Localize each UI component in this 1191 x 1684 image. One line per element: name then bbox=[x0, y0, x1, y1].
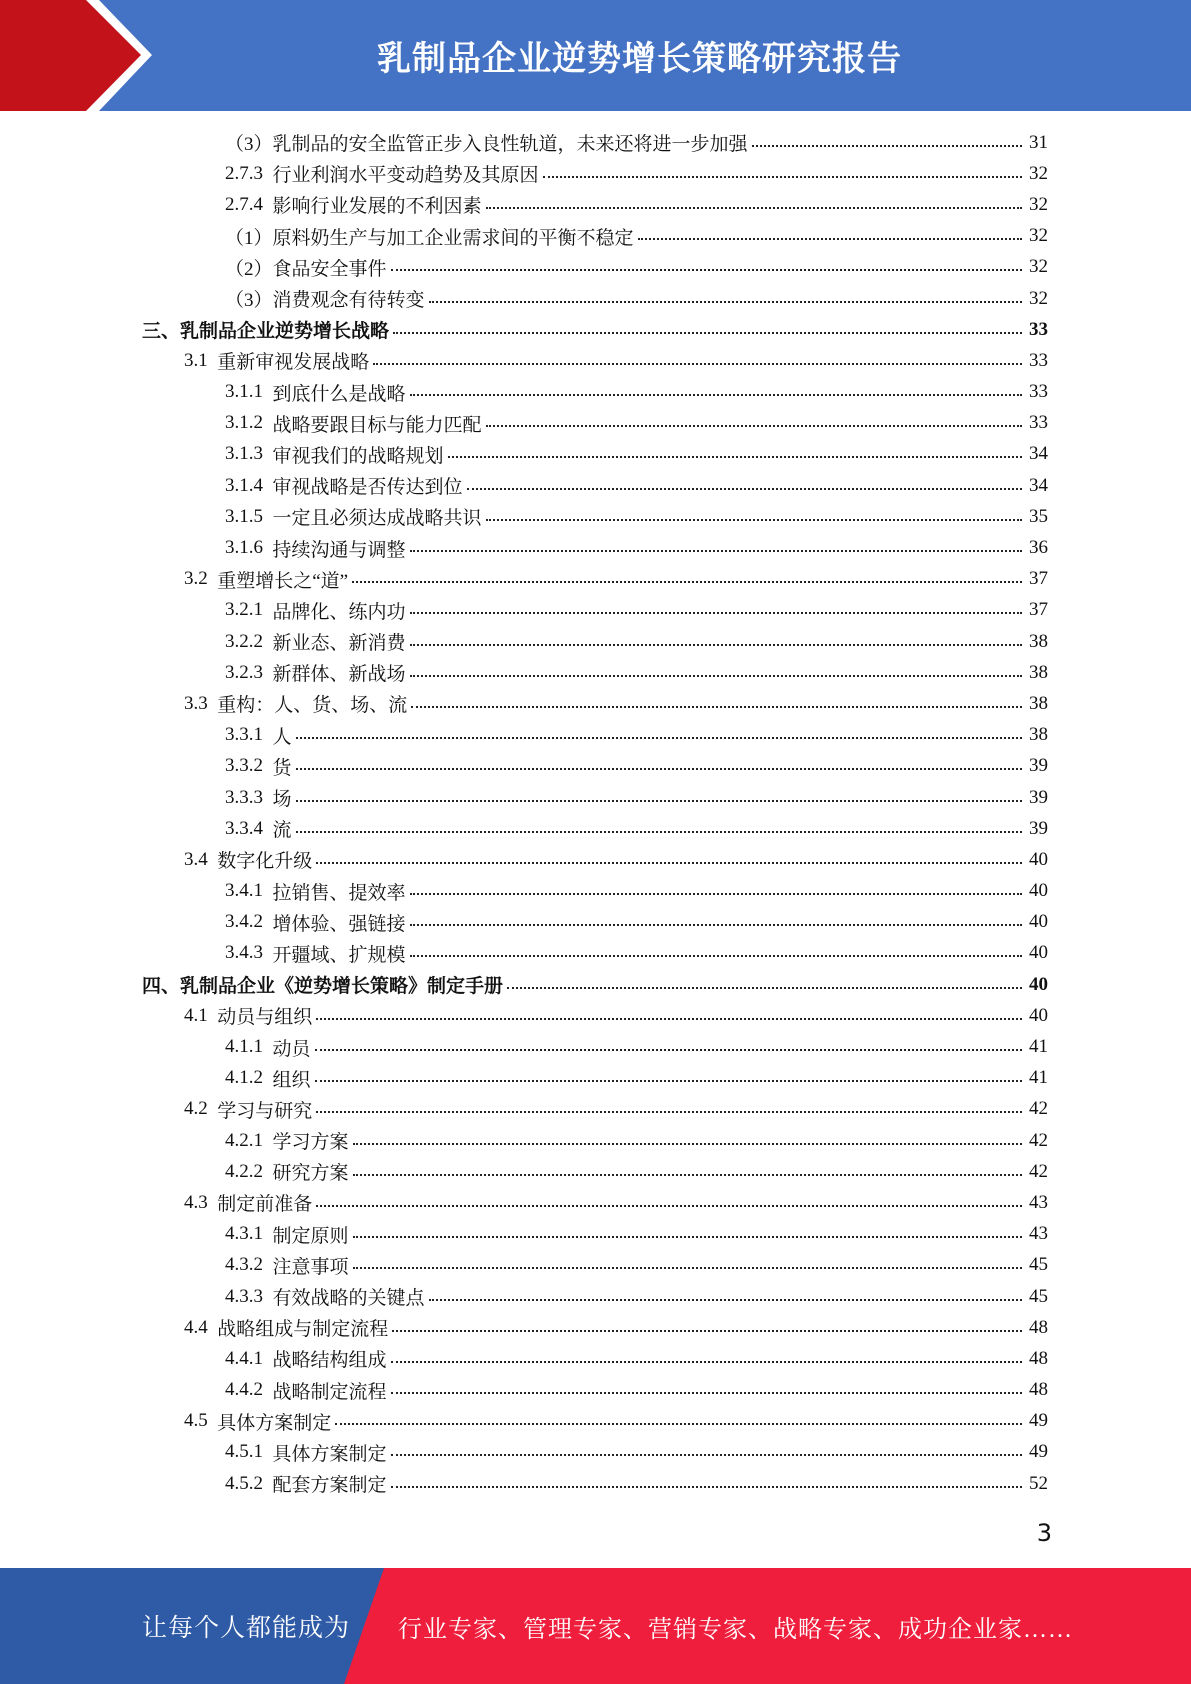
toc-dot-leader bbox=[410, 955, 1022, 957]
toc-entry-spacer bbox=[208, 1317, 218, 1339]
toc-entry[interactable] bbox=[0, 1000, 1048, 1031]
toc-entry[interactable] bbox=[0, 907, 1048, 938]
toc-entry-page: 33 bbox=[1029, 412, 1048, 434]
toc-entry-number: 3.1.3 bbox=[225, 443, 263, 465]
toc-entry-page: 40 bbox=[1029, 1004, 1048, 1026]
toc-dot-leader bbox=[335, 1423, 1022, 1425]
toc-dot-leader bbox=[315, 1049, 1022, 1051]
toc-entry-number: 4.2 bbox=[184, 1098, 208, 1120]
toc-entry[interactable] bbox=[0, 1281, 1048, 1312]
toc-entry-page: 33 bbox=[1029, 381, 1048, 403]
toc-dot-leader bbox=[391, 1392, 1022, 1394]
toc-dot-leader bbox=[410, 924, 1022, 926]
toc-dot-leader bbox=[352, 581, 1022, 583]
toc-entry[interactable] bbox=[0, 688, 1048, 719]
toc-dot-leader bbox=[543, 176, 1022, 178]
toc-entry-spacer bbox=[263, 724, 273, 746]
toc-entry-title: 场 bbox=[272, 789, 292, 811]
toc-entry-page: 33 bbox=[1029, 318, 1048, 340]
toc-entry-spacer bbox=[263, 1067, 273, 1089]
toc-dot-leader bbox=[410, 644, 1022, 646]
toc-dot-leader bbox=[391, 1486, 1022, 1488]
toc-entry[interactable] bbox=[0, 844, 1048, 875]
toc-entry[interactable] bbox=[0, 408, 1048, 439]
toc-entry[interactable] bbox=[0, 1187, 1048, 1218]
toc-entry-spacer bbox=[208, 1410, 218, 1432]
toc-entry-title: 战略制定流程 bbox=[272, 1381, 387, 1403]
toc-entry-title: 流 bbox=[272, 820, 292, 842]
toc-entry[interactable] bbox=[0, 1343, 1048, 1374]
toc-dot-leader bbox=[353, 1174, 1022, 1176]
toc-entry-title: 重构：人、货、场、流 bbox=[217, 695, 408, 717]
toc-entry-page: 38 bbox=[1029, 661, 1048, 683]
toc-dot-leader bbox=[296, 831, 1022, 833]
toc-entry-spacer bbox=[263, 506, 273, 528]
toc-dot-leader bbox=[410, 394, 1022, 396]
toc-entry-number: 4.3.3 bbox=[225, 1285, 263, 1307]
toc-entry-title: 到底什么是战略 bbox=[272, 383, 406, 405]
toc-entry-page: 43 bbox=[1029, 1191, 1048, 1213]
toc-dot-leader bbox=[392, 1330, 1022, 1332]
toc-dot-leader bbox=[315, 1080, 1022, 1082]
toc-entry-spacer bbox=[263, 880, 273, 902]
toc-entry-number: 4.1.2 bbox=[225, 1067, 263, 1089]
red-chevron-decoration bbox=[0, 0, 145, 111]
toc-entry-title: 动员 bbox=[272, 1038, 311, 1060]
toc-dot-leader bbox=[486, 519, 1022, 521]
toc-entry[interactable] bbox=[0, 1125, 1048, 1156]
toc-entry-page: 41 bbox=[1029, 1067, 1048, 1089]
footer-slogan: 让每个人都能成为 bbox=[142, 1615, 351, 1642]
toc-entry-title: 重塑增长之“道” bbox=[217, 570, 349, 592]
toc-entry-number: 4.4.2 bbox=[225, 1379, 263, 1401]
toc-entry-title: 战略组成与制定流程 bbox=[217, 1319, 389, 1341]
toc-entry-page: 49 bbox=[1029, 1441, 1048, 1463]
toc-entry-number: 3.2 bbox=[184, 568, 208, 590]
toc-entry-spacer bbox=[263, 1161, 273, 1183]
toc-entry-title: （3）消费观念有待转变 bbox=[225, 290, 425, 312]
toc-entry-page: 36 bbox=[1029, 537, 1048, 559]
toc-entry-page: 37 bbox=[1029, 599, 1048, 621]
toc-entry-title: 动员与组织 bbox=[217, 1007, 313, 1029]
toc-entry-spacer bbox=[263, 662, 273, 684]
toc-entry[interactable] bbox=[0, 969, 1048, 1000]
toc-entry-page: 40 bbox=[1029, 942, 1048, 964]
toc-entry-page: 34 bbox=[1029, 474, 1048, 496]
toc-entry[interactable] bbox=[0, 751, 1048, 782]
toc-entry[interactable] bbox=[0, 283, 1048, 314]
toc-entry-title: 新业态、新消费 bbox=[272, 633, 406, 655]
toc-entry-page: 48 bbox=[1029, 1316, 1048, 1338]
toc-entry-number: 3.2.3 bbox=[225, 661, 263, 683]
toc-entry-spacer bbox=[208, 1192, 218, 1214]
toc-entry-title: 数字化升级 bbox=[217, 851, 313, 873]
toc-dot-leader bbox=[296, 737, 1022, 739]
toc-entry-page: 35 bbox=[1029, 505, 1048, 527]
toc-entry-title: （2）食品安全事件 bbox=[225, 258, 387, 280]
toc-entry[interactable] bbox=[0, 1312, 1048, 1343]
toc-entry-title: 制定前准备 bbox=[217, 1194, 313, 1216]
toc-entry-number: 3.3.1 bbox=[225, 724, 263, 746]
toc-entry-title: 新群体、新战场 bbox=[272, 664, 406, 686]
toc-entry-page: 32 bbox=[1029, 162, 1048, 184]
toc-dot-leader bbox=[373, 363, 1022, 365]
toc-entry-spacer bbox=[263, 1286, 273, 1308]
toc-entry[interactable] bbox=[0, 626, 1048, 657]
toc-entry-page: 48 bbox=[1029, 1379, 1048, 1401]
toc-entry[interactable] bbox=[0, 1406, 1048, 1437]
toc-entry-title: 影响行业发展的不利因素 bbox=[272, 196, 482, 218]
toc-entry-page: 39 bbox=[1029, 817, 1048, 839]
toc-entry-number: 4.1.1 bbox=[225, 1036, 263, 1058]
toc-entry-spacer bbox=[263, 537, 273, 559]
toc-entry-number: 3.4 bbox=[184, 848, 208, 870]
toc-entry-title: 战略结构组成 bbox=[272, 1350, 387, 1372]
toc-entry-page: 37 bbox=[1029, 568, 1048, 590]
toc-dot-leader bbox=[353, 1143, 1022, 1145]
toc-dot-leader bbox=[507, 987, 1022, 989]
toc-entry-title: 持续沟通与调整 bbox=[272, 539, 406, 561]
toc-entry-number: 3.1.5 bbox=[225, 505, 263, 527]
toc-entry-number: 4.4.1 bbox=[225, 1347, 263, 1369]
toc-entry-title: （1）原料奶生产与加工企业需求间的平衡不稳定 bbox=[225, 227, 634, 249]
toc-dot-leader bbox=[316, 862, 1022, 864]
toc-entry-title: （3）乳制品的安全监管正步入良性轨道，未来还将进一步加强 bbox=[225, 134, 748, 156]
toc-entry[interactable] bbox=[0, 564, 1048, 595]
toc-entry-number: 4.2.2 bbox=[225, 1160, 263, 1182]
toc-entry-number: 4.3 bbox=[184, 1191, 208, 1213]
report-title: 乳制品企业逆势增长策略研究报告 bbox=[377, 39, 902, 79]
toc-entry-number: 3.1.1 bbox=[225, 381, 263, 403]
toc-dot-leader bbox=[391, 1361, 1022, 1363]
toc-entry-page: 39 bbox=[1029, 755, 1048, 777]
toc-entry-title: 注意事项 bbox=[272, 1256, 349, 1278]
page-footer bbox=[0, 1568, 1191, 1684]
toc-entry-title: 学习与研究 bbox=[217, 1100, 313, 1122]
toc-entry-number: 4.5 bbox=[184, 1410, 208, 1432]
toc-entry[interactable] bbox=[0, 938, 1048, 969]
toc-entry[interactable] bbox=[0, 377, 1048, 408]
toc-entry-title: 审视战略是否传达到位 bbox=[272, 477, 463, 499]
toc-entry-spacer bbox=[263, 381, 273, 403]
toc-entry-title: 一定且必须达成战略共识 bbox=[272, 508, 482, 530]
toc-entry-number: 4.3.2 bbox=[225, 1254, 263, 1276]
toc-entry-spacer bbox=[263, 1348, 273, 1370]
toc-dot-leader bbox=[752, 145, 1022, 147]
toc-entry-spacer bbox=[208, 350, 218, 372]
toc-entry-spacer bbox=[208, 1005, 218, 1027]
toc-entry-title: 拉销售、提效率 bbox=[272, 882, 406, 904]
toc-entry-number: 3.4.2 bbox=[225, 911, 263, 933]
toc-dot-leader bbox=[393, 332, 1022, 334]
toc-entry[interactable] bbox=[0, 1219, 1048, 1250]
toc-entry-page: 39 bbox=[1029, 786, 1048, 808]
toc-entry[interactable] bbox=[0, 1063, 1048, 1094]
toc-dot-leader bbox=[353, 1236, 1022, 1238]
toc-entry-title: 四、乳制品企业《逆势增长策略》制定手册 bbox=[142, 976, 504, 998]
toc-entry-page: 32 bbox=[1029, 287, 1048, 309]
toc-entry-number: 3.1 bbox=[184, 349, 208, 371]
page-number: 3 bbox=[1036, 1519, 1052, 1547]
toc-dot-leader bbox=[429, 301, 1022, 303]
toc-entry-page: 38 bbox=[1029, 630, 1048, 652]
toc-entry[interactable] bbox=[0, 657, 1048, 688]
toc-entry-number: 3.3.3 bbox=[225, 786, 263, 808]
toc-entry-page: 48 bbox=[1029, 1347, 1048, 1369]
toc-entry[interactable] bbox=[0, 1250, 1048, 1281]
toc-entry-title: 货 bbox=[272, 757, 292, 779]
toc-entry-page: 45 bbox=[1029, 1254, 1048, 1276]
toc-entry-spacer bbox=[263, 163, 273, 185]
toc-entry[interactable] bbox=[0, 127, 1048, 158]
toc-entry[interactable] bbox=[0, 1375, 1048, 1406]
toc-entry-spacer bbox=[263, 1036, 273, 1058]
toc-entry-page: 43 bbox=[1029, 1223, 1048, 1245]
toc-entry-number: 3.2.1 bbox=[225, 599, 263, 621]
toc-entry-spacer bbox=[263, 942, 273, 964]
toc-entry-page: 32 bbox=[1029, 256, 1048, 278]
toc-entry[interactable] bbox=[0, 720, 1048, 751]
toc-entry-number: 4.2.1 bbox=[225, 1129, 263, 1151]
toc-entry-title: 重新审视发展战略 bbox=[217, 352, 370, 374]
toc-entry[interactable] bbox=[0, 532, 1048, 563]
toc-entry-page: 42 bbox=[1029, 1160, 1048, 1182]
toc-entry-spacer bbox=[263, 412, 273, 434]
toc-entry-number: 2.7.4 bbox=[225, 193, 263, 215]
toc-entry[interactable] bbox=[0, 1437, 1048, 1468]
toc-entry-number: 3.1.4 bbox=[225, 474, 263, 496]
toc-entry-page: 32 bbox=[1029, 225, 1048, 247]
toc-entry-title: 制定原则 bbox=[272, 1225, 349, 1247]
toc-entry[interactable] bbox=[0, 470, 1048, 501]
toc-entry-title: 开疆域、扩规模 bbox=[272, 944, 406, 966]
toc-entry-spacer bbox=[208, 1098, 218, 1120]
toc-dot-leader bbox=[316, 1205, 1022, 1207]
toc-entry-page: 38 bbox=[1029, 724, 1048, 746]
toc-dot-leader bbox=[410, 550, 1022, 552]
toc-entry[interactable] bbox=[0, 782, 1048, 813]
toc-entry-number: 2.7.3 bbox=[225, 162, 263, 184]
toc-entry-title: 配套方案制定 bbox=[272, 1475, 387, 1497]
toc-entry-spacer bbox=[263, 818, 273, 840]
toc-dot-leader bbox=[486, 425, 1022, 427]
toc-entry-number: 3.1.2 bbox=[225, 412, 263, 434]
toc-entry-spacer bbox=[263, 599, 273, 621]
toc-entry-spacer bbox=[263, 1441, 273, 1463]
toc-entry-title: 研究方案 bbox=[272, 1163, 349, 1185]
toc-entry-page: 45 bbox=[1029, 1285, 1048, 1307]
toc-entry-page: 34 bbox=[1029, 443, 1048, 465]
toc-entry-page: 33 bbox=[1029, 349, 1048, 371]
toc-entry-page: 38 bbox=[1029, 692, 1048, 714]
toc-entry-page: 49 bbox=[1029, 1410, 1048, 1432]
toc-entry[interactable] bbox=[0, 1094, 1048, 1125]
toc-dot-leader bbox=[448, 456, 1022, 458]
toc-entry-spacer bbox=[263, 1223, 273, 1245]
toc-entry-number: 3.3 bbox=[184, 692, 208, 714]
toc-entry-number: 4.4 bbox=[184, 1316, 208, 1338]
toc-entry-page: 52 bbox=[1029, 1472, 1048, 1494]
toc-entry-title: 审视我们的战略规划 bbox=[272, 445, 444, 467]
toc-dot-leader bbox=[486, 207, 1022, 209]
toc-entry-spacer bbox=[263, 194, 273, 216]
toc-entry-title: 有效战略的关键点 bbox=[272, 1288, 425, 1310]
toc-entry-title: 具体方案制定 bbox=[217, 1412, 332, 1434]
toc-entry-spacer bbox=[263, 475, 273, 497]
toc-entry-page: 42 bbox=[1029, 1129, 1048, 1151]
toc-entry-spacer bbox=[263, 443, 273, 465]
toc-entry-number: 3.3.4 bbox=[225, 817, 263, 839]
toc-entry[interactable] bbox=[0, 813, 1048, 844]
toc-dot-leader bbox=[391, 269, 1022, 271]
toc-entry-title: 增体验、强链接 bbox=[272, 913, 406, 935]
toc-entry-spacer bbox=[208, 849, 218, 871]
toc-entry[interactable] bbox=[0, 439, 1048, 470]
toc-entry-page: 40 bbox=[1029, 880, 1048, 902]
toc-entry-number: 4.3.1 bbox=[225, 1223, 263, 1245]
toc-dot-leader bbox=[391, 1454, 1022, 1456]
toc-entry-title: 战略要跟目标与能力匹配 bbox=[272, 414, 482, 436]
toc-entry-spacer bbox=[263, 1379, 273, 1401]
toc-entry-spacer bbox=[263, 787, 273, 809]
toc-entry-title: 学习方案 bbox=[272, 1132, 349, 1154]
toc-entry-number: 4.5.2 bbox=[225, 1472, 263, 1494]
toc-entry-number: 3.1.6 bbox=[225, 537, 263, 559]
toc-entry-number: 4.1 bbox=[184, 1004, 208, 1026]
toc-entry-spacer bbox=[263, 631, 273, 653]
toc-entry[interactable] bbox=[0, 501, 1048, 532]
toc-entry-title: 三、乳制品企业逆势增长战略 bbox=[142, 321, 390, 343]
toc-dot-leader bbox=[296, 800, 1022, 802]
toc-entry-page: 42 bbox=[1029, 1098, 1048, 1120]
toc-entry-number: 3.3.2 bbox=[225, 755, 263, 777]
toc-dot-leader bbox=[316, 1111, 1022, 1113]
toc-entry[interactable] bbox=[0, 1156, 1048, 1187]
toc-entry[interactable] bbox=[0, 595, 1048, 626]
page-header bbox=[0, 0, 1191, 111]
toc-entry-spacer bbox=[263, 911, 273, 933]
toc-entry[interactable] bbox=[0, 1468, 1048, 1499]
toc-entry-title: 行业利润水平变动趋势及其原因 bbox=[272, 165, 539, 187]
toc-dot-leader bbox=[316, 1018, 1022, 1020]
toc-entry[interactable] bbox=[0, 252, 1048, 283]
toc-dot-leader bbox=[411, 706, 1022, 708]
toc-entry-page: 32 bbox=[1029, 193, 1048, 215]
toc-dot-leader bbox=[410, 612, 1022, 614]
toc-entry-spacer bbox=[263, 755, 273, 777]
toc-entry-spacer bbox=[208, 568, 218, 590]
toc-entry[interactable] bbox=[0, 876, 1048, 907]
toc-entry-spacer bbox=[263, 1254, 273, 1276]
footer-roles: 行业专家、管理专家、营销专家、战略专家、成功企业家…… bbox=[398, 1616, 1073, 1643]
toc-entry-page: 40 bbox=[1029, 911, 1048, 933]
toc-entry-number: 3.2.2 bbox=[225, 630, 263, 652]
table-of-contents bbox=[0, 127, 1048, 1499]
toc-dot-leader bbox=[410, 675, 1022, 677]
toc-dot-leader bbox=[467, 488, 1022, 490]
toc-entry-title: 组织 bbox=[272, 1069, 311, 1091]
toc-entry-page: 40 bbox=[1029, 848, 1048, 870]
toc-entry[interactable] bbox=[0, 345, 1048, 376]
toc-dot-leader bbox=[638, 238, 1022, 240]
toc-dot-leader bbox=[410, 893, 1022, 895]
toc-entry-page: 31 bbox=[1029, 131, 1048, 153]
toc-dot-leader bbox=[296, 768, 1022, 770]
toc-entry-spacer bbox=[263, 1130, 273, 1152]
toc-entry[interactable] bbox=[0, 314, 1048, 345]
toc-entry[interactable] bbox=[0, 1031, 1048, 1062]
toc-entry-title: 品牌化、练内功 bbox=[272, 601, 406, 623]
toc-entry-number: 3.4.3 bbox=[225, 942, 263, 964]
toc-entry-spacer bbox=[208, 693, 218, 715]
toc-entry-title: 具体方案制定 bbox=[272, 1443, 387, 1465]
toc-entry-page: 40 bbox=[1029, 973, 1048, 995]
toc-entry-number: 4.5.1 bbox=[225, 1441, 263, 1463]
toc-entry-spacer bbox=[263, 1473, 273, 1495]
toc-dot-leader bbox=[353, 1267, 1022, 1269]
toc-entry[interactable] bbox=[0, 221, 1048, 252]
toc-entry-page: 41 bbox=[1029, 1036, 1048, 1058]
toc-entry[interactable] bbox=[0, 158, 1048, 189]
toc-entry[interactable] bbox=[0, 189, 1048, 220]
toc-entry-title: 人 bbox=[272, 726, 292, 748]
toc-entry-number: 3.4.1 bbox=[225, 880, 263, 902]
toc-dot-leader bbox=[429, 1299, 1022, 1301]
